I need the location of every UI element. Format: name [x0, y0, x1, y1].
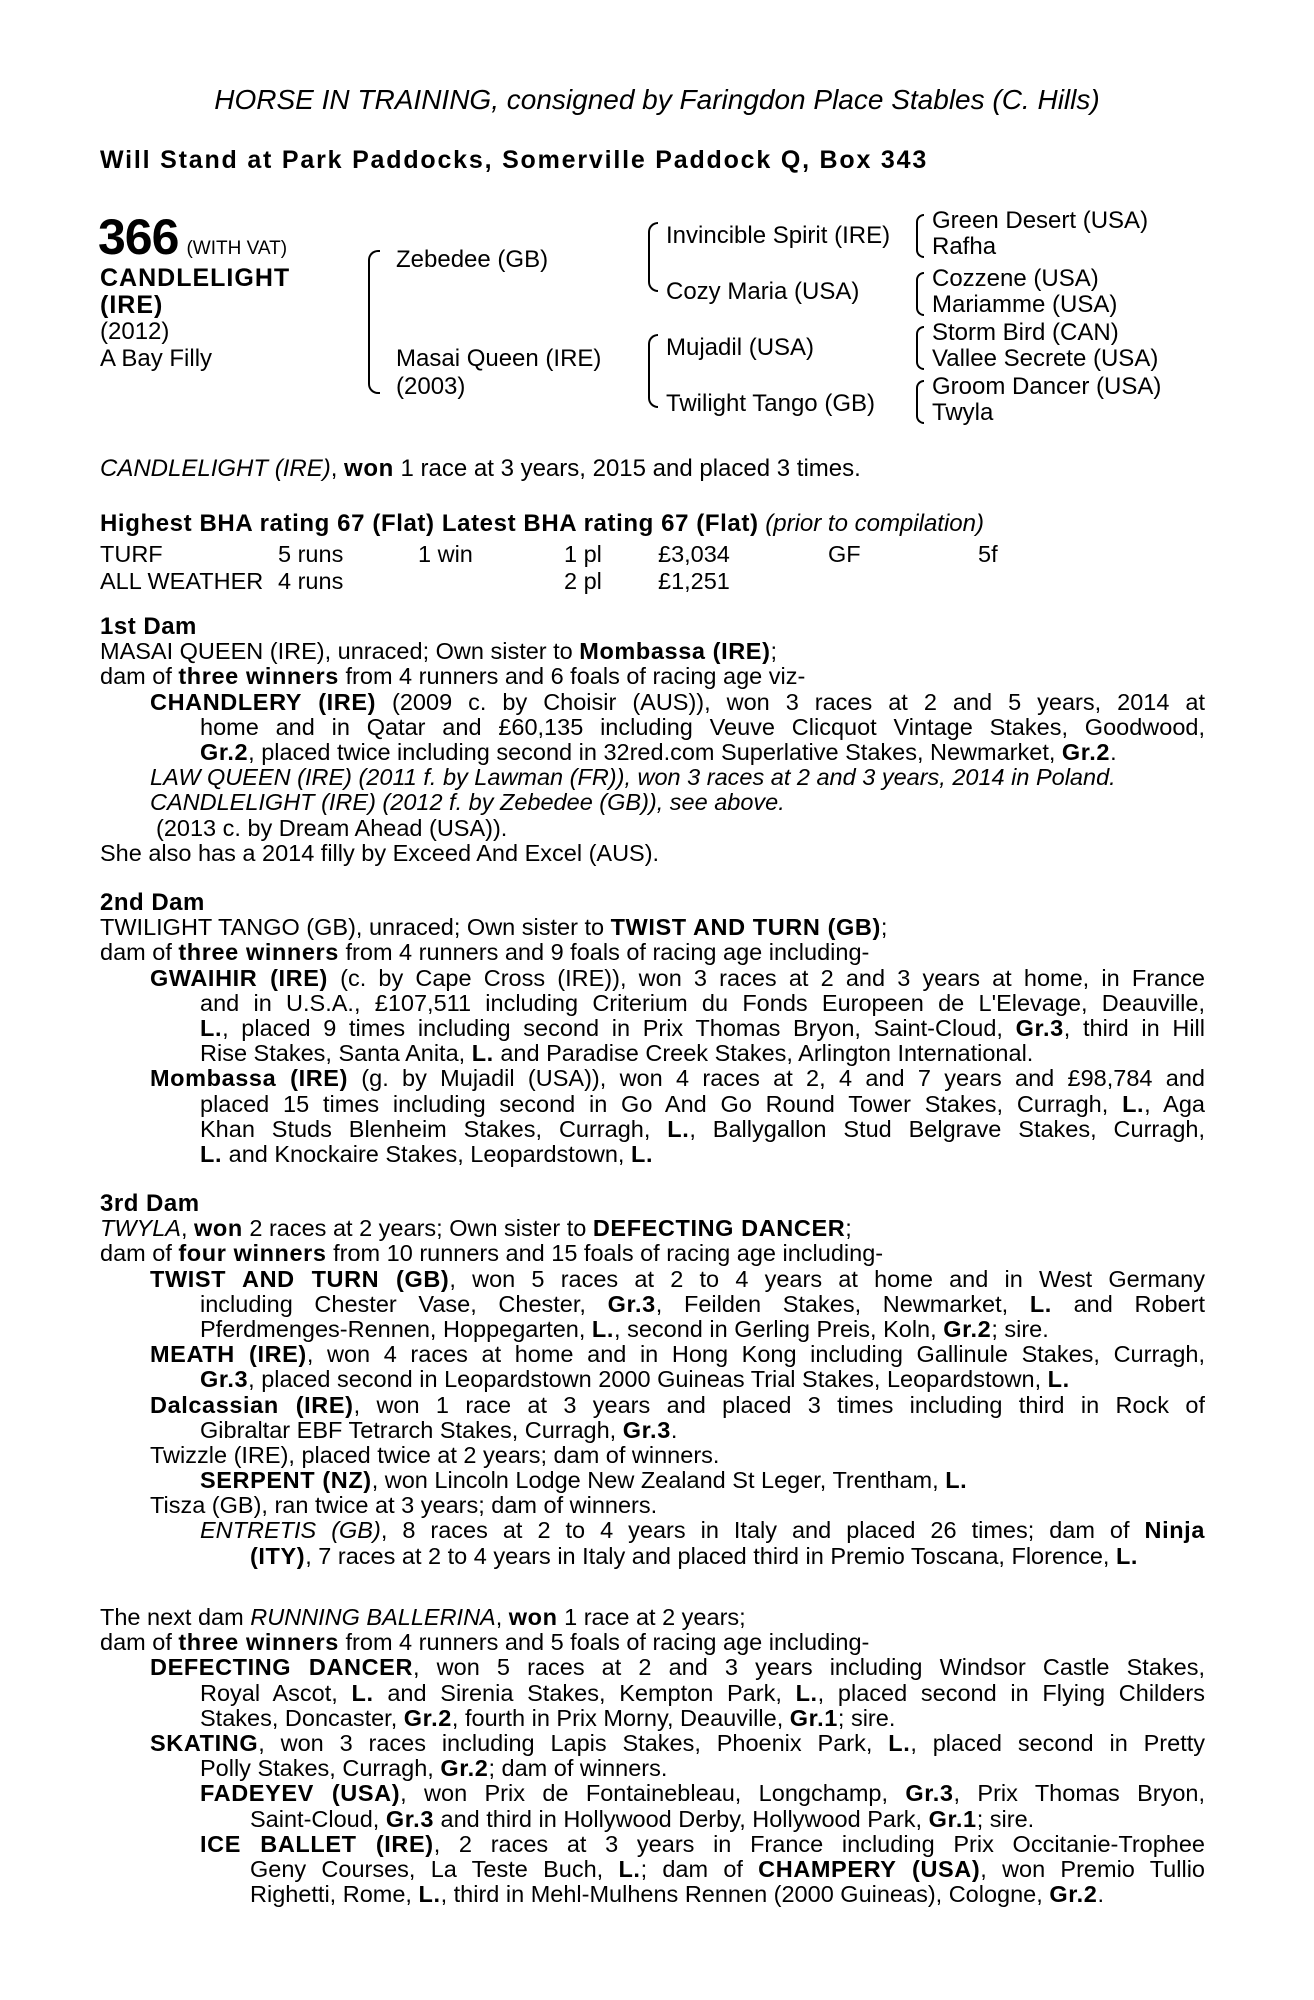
vat-label: (WITH VAT) [186, 238, 288, 259]
race-record-table [100, 541, 998, 595]
pedigree-dam-year: (2003) [396, 373, 466, 400]
runs-cell: 5 runs [278, 541, 344, 567]
progeny-line: Righetti, Rome, L., third in Mehl-Mulhens Rennen (2000 Guineas), Cologne, Gr.2. [250, 1881, 1104, 1908]
progeny-line: Saint-Cloud, Gr.3 and third in Hollywood Derby, Hollywood Park, Gr.1; sire. [250, 1805, 1035, 1832]
earnings-cell: £1,251 [658, 568, 730, 594]
bha-rating-bold: Highest BHA rating 67 (Flat) Latest BHA rating 67 (Flat) [100, 510, 759, 537]
bha-rating [100, 510, 984, 538]
horse-name-line1: CANDLELIGHT [100, 264, 291, 292]
bha-rating-note: (prior to compilation) [765, 510, 984, 537]
progeny-line: Dalcassian (IRE), won 1 race at 3 years and placed 3 times including third in Rock of [150, 1392, 1205, 1418]
progeny-line: Tisza (GB), ran twice at 3 years; dam of winners. [150, 1492, 658, 1519]
section-heading: 1st Dam [100, 613, 197, 640]
pedigree-brace-main [368, 250, 380, 394]
progeny-line: MEATH (IRE), won 4 races at home and in Hong Kong including Gallinule Stakes, Curragh, [150, 1342, 1205, 1368]
surface-cell: TURF [100, 541, 163, 567]
pedigree-sire-dam: Cozy Maria (USA) [666, 278, 860, 305]
dam-line: dam of three winners from 4 runners and 9 foals of racing age including- [100, 939, 870, 966]
pedigree-brace-g34 [916, 272, 924, 316]
first-dam-section [100, 614, 1205, 866]
progeny-line: CANDLELIGHT (IRE) (2012 f. by Zebedee (GB)), see above. [150, 789, 785, 816]
progeny-line: SERPENT (NZ), won Lincoln Lodge New Zealand St Leger, Trentham, L. [200, 1467, 968, 1494]
table-row [100, 541, 998, 568]
pedigree-brace-sire [648, 222, 658, 292]
pedigree-dam-dam: Twilight Tango (GB) [666, 390, 875, 417]
progeny-line: home and in Qatar and £60,135 including Veuve Clicquot Vintage Stakes, Goodwood, [200, 714, 1205, 740]
progeny-line: FADEYEV (USA), won Prix de Fontainebleau, Longchamp, Gr.3, Prix Thomas Bryon, [200, 1781, 1205, 1807]
table-row [100, 568, 998, 595]
progeny-line: Polly Stakes, Curragh, Gr.2; dam of winners. [200, 1755, 668, 1782]
pedigree-g2: Rafha [932, 233, 997, 260]
second-dam-section [100, 890, 1205, 1167]
progeny-line: ICE BALLET (IRE), 2 races at 3 years in France including Prix Occitanie-Trophee [200, 1831, 1205, 1857]
pedigree-g6: Vallee Secrete (USA) [932, 345, 1159, 372]
third-dam-section [100, 1191, 1205, 1569]
dam-line: MASAI QUEEN (IRE), unraced; Own sister to Mombassa (IRE); [100, 638, 778, 665]
progeny-line: ENTRETIS (GB), 8 races at 2 to 4 years in Italy and placed 26 times; dam of Ninja [200, 1518, 1205, 1544]
lot-number-block [98, 208, 287, 266]
horse-name-line2: (IRE) [100, 291, 164, 319]
lot-number: 366 [98, 209, 179, 265]
progeny-line: Rise Stakes, Santa Anita, L. and Paradise Creek Stakes, Arlington International. [200, 1040, 1034, 1067]
dam-line: dam of three winners from 4 runners and 5 foals of racing age including- [100, 1629, 870, 1656]
dam-line: dam of three winners from 4 runners and 6 foals of racing age viz- [100, 663, 806, 690]
section-heading: 3rd Dam [100, 1190, 200, 1217]
progeny-line: LAW QUEEN (IRE) (2011 f. by Lawman (FR)), won 3 races at 2 and 3 years, 2014 in Poland. [150, 764, 1116, 791]
horse-year: (2012) [100, 318, 170, 345]
dam-line: TWILIGHT TANGO (GB), unraced; Own sister to TWIST AND TURN (GB); [100, 914, 888, 941]
progeny-line: placed 15 times including second in Go And Go Round Tower Stakes, Curragh, L., Aga [200, 1091, 1205, 1117]
progeny-line: Gibraltar EBF Tetrarch Stakes, Curragh, Gr.3. [200, 1416, 678, 1443]
progeny-line: Pferdmenges-Rennen, Hoppegarten, L., second in Gerling Preis, Koln, Gr.2; sire. [200, 1315, 1049, 1342]
progeny-line: Twizzle (IRE), placed twice at 2 years; dam of winners. [150, 1441, 720, 1468]
summary-horse-name: CANDLELIGHT (IRE) [100, 455, 331, 482]
progeny-line: (2013 c. by Dream Ahead (USA)). [156, 814, 508, 841]
pedigree-dam: Masai Queen (IRE) [396, 345, 602, 372]
pedigree-g4: Mariamme (USA) [932, 291, 1118, 318]
placed-cell: 2 pl [564, 568, 602, 594]
section-heading: 2nd Dam [100, 889, 205, 916]
horse-description: A Bay Filly [100, 345, 213, 372]
summary-rest: 1 race at 3 years, 2015 and placed 3 times. [393, 455, 861, 482]
progeny-line: Royal Ascot, L. and Sirenia Stakes, Kempton Park, L., placed second in Flying Childers [200, 1680, 1205, 1706]
progeny-line: including Chester Vase, Chester, Gr.3, Feilden Stakes, Newmarket, L. and Robert [200, 1291, 1205, 1317]
pedigree-sire: Zebedee (GB) [396, 246, 549, 273]
pedigree-g5: Storm Bird (CAN) [932, 319, 1119, 346]
pedigree-brace-dam [648, 334, 658, 408]
progeny-line: GWAIHIR (IRE) (c. by Cape Cross (IRE)), won 3 races at 2 and 3 years at home, in France [150, 965, 1205, 991]
wins-cell: 1 win [418, 541, 473, 567]
progeny-line: DEFECTING DANCER, won 5 races at 2 and 3 years including Windsor Castle Stakes, [150, 1655, 1205, 1681]
distance-cell [978, 568, 998, 595]
runs-cell: 4 runs [278, 568, 344, 594]
pedigree-g8: Twyla [932, 399, 994, 426]
pedigree-brace-g56 [916, 326, 924, 370]
pedigree-sire-sire: Invincible Spirit (IRE) [666, 222, 891, 249]
progeny-line: TWIST AND TURN (GB), won 5 races at 2 to 4 years at home and in West Germany [150, 1266, 1205, 1292]
race-summary: CANDLELIGHT (IRE), won 1 race at 3 years, 2015 and placed 3 times. [100, 455, 861, 482]
wins-cell [418, 568, 564, 595]
progeny-line: SKATING, won 3 races including Lapis Stakes, Phoenix Park, L., placed second in Pretty [150, 1730, 1205, 1756]
progeny-line: Khan Studs Blenheim Stakes, Curragh, L., Ballygallon Stud Belgrave Stakes, Curragh, [200, 1116, 1205, 1142]
page-title: HORSE IN TRAINING, consigned by Faringdon Place Stables (C. Hills) [214, 84, 1100, 115]
progeny-line: Geny Courses, La Teste Buch, L.; dam of CHAMPERY (USA), won Premio Tullio [250, 1856, 1205, 1882]
progeny-line: and in U.S.A., £107,511 including Criterium du Fonds Europeen de L'Elevage, Deauville, [200, 990, 1205, 1016]
pedigree-brace-g12 [916, 214, 924, 258]
distance-cell: 5f [978, 541, 998, 567]
going-cell [828, 568, 978, 595]
progeny-line: Gr.2, placed twice including second in 32red.com Superlative Stakes, Newmarket, Gr.2. [200, 738, 1117, 765]
stand-location: Will Stand at Park Paddocks, Somerville Paddock Q, Box 343 [100, 146, 929, 174]
dam-line: She also has a 2014 filly by Exceed And Excel (AUS). [100, 839, 660, 866]
progeny-line: L., placed 9 times including second in Prix Thomas Bryon, Saint-Cloud, Gr.3, third in Hill [200, 1015, 1205, 1041]
placed-cell: 1 pl [564, 541, 602, 567]
dam-line: The next dam RUNNING BALLERINA, won 1 race at 2 years; [100, 1604, 746, 1630]
surface-cell: ALL WEATHER [100, 568, 264, 594]
progeny-line: Mombassa (IRE) (g. by Mujadil (USA)), won 4 races at 2, 4 and 7 years and £98,784 and [150, 1066, 1205, 1092]
pedigree-g3: Cozzene (USA) [932, 265, 1099, 292]
going-cell: GF [828, 541, 861, 567]
progeny-line: L. and Knockaire Stakes, Leopardstown, L. [200, 1140, 654, 1167]
progeny-line: CHANDLERY (IRE) (2009 c. by Choisir (AUS)), won 3 races at 2 and 5 years, 2014 at [150, 689, 1205, 715]
earnings-cell: £3,034 [658, 541, 730, 567]
pedigree-brace-g78 [916, 380, 924, 424]
summary-won: won [344, 455, 394, 482]
dam-line: dam of four winners from 10 runners and 15 foals of racing age including- [100, 1240, 884, 1267]
pedigree-g7: Groom Dancer (USA) [932, 373, 1162, 400]
pedigree-g1: Green Desert (USA) [932, 207, 1149, 234]
pedigree-dam-sire: Mujadil (USA) [666, 334, 815, 361]
next-dam-section [100, 1605, 1205, 1907]
progeny-line: (ITY), 7 races at 2 to 4 years in Italy and placed third in Premio Toscana, Florence, L. [250, 1542, 1139, 1569]
dam-line: TWYLA, won 2 races at 2 years; Own sister to DEFECTING DANCER; [100, 1215, 852, 1242]
progeny-line: Gr.3, placed second in Leopardstown 2000 Guineas Trial Stakes, Leopardstown, L. [200, 1366, 1070, 1393]
progeny-line: Stakes, Doncaster, Gr.2, fourth in Prix Morny, Deauville, Gr.1; sire. [200, 1704, 896, 1731]
